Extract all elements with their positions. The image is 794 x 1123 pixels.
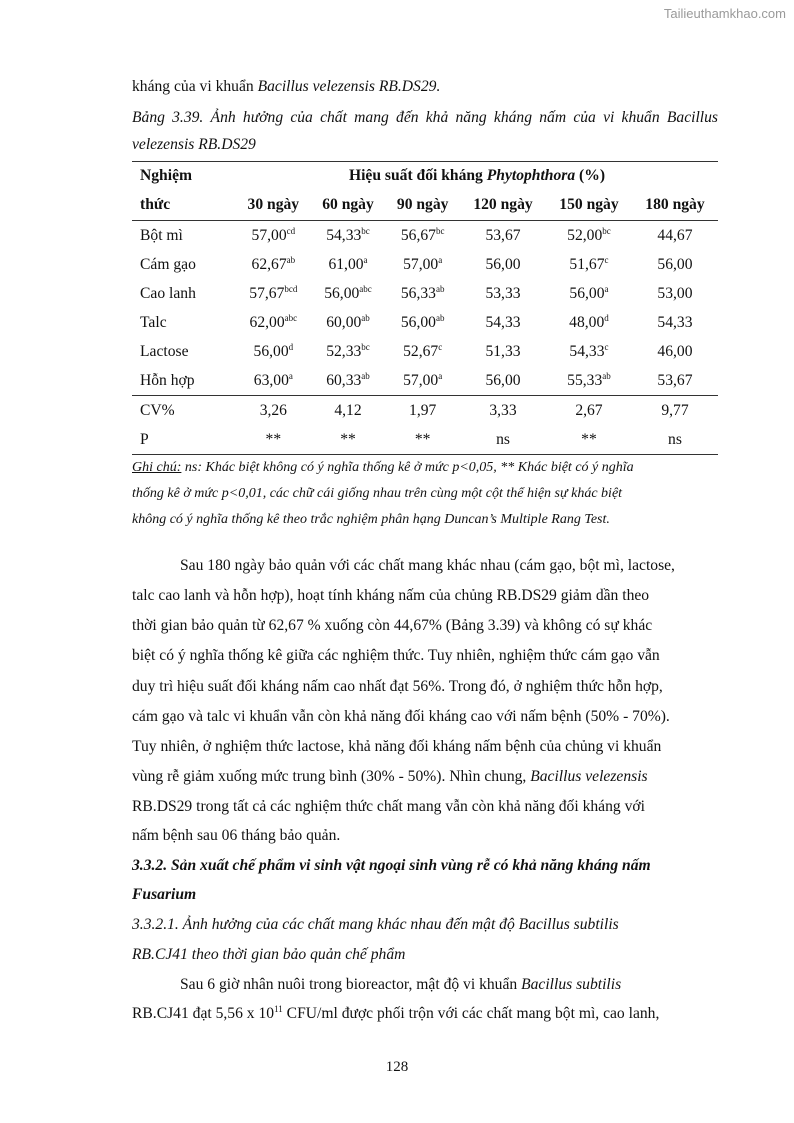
cell-value: 61,00 — [328, 255, 364, 273]
cell-significance: bc — [435, 225, 445, 236]
p-row — [132, 425, 718, 455]
para2-line-1 — [180, 975, 718, 995]
cell-value: 60,00 — [326, 313, 362, 331]
section-heading-332-line-1: 3.3.2. Sản xuất chế phẩm vi sinh vật ngoại sinh vùng rễ có khả năng kháng nấm — [132, 857, 651, 874]
header-day: 90 ngày — [385, 189, 460, 221]
intro-line — [132, 77, 718, 97]
cell-significance: a — [438, 254, 443, 265]
table-cell — [632, 308, 718, 337]
cell-significance: a — [288, 370, 293, 381]
treatment-name: Talc — [140, 313, 167, 331]
table-cell — [546, 250, 632, 279]
cell-value: 57,00 — [403, 371, 439, 389]
p-value: ** — [236, 425, 311, 455]
table-cell — [385, 279, 460, 308]
p-value: ns — [632, 425, 718, 455]
para1-line-6: cám gạo và talc vi khuẩn vẫn còn khả năng đối kháng cao với nấm bệnh (50% - 70%). — [132, 708, 670, 725]
p-label: P — [132, 425, 236, 455]
table-cell — [632, 337, 718, 366]
cell-value: 57,67 — [249, 284, 285, 302]
cell-value: 62,00 — [249, 313, 285, 331]
para1-line-8 — [132, 767, 718, 787]
header-group-suffix: (%) — [575, 166, 606, 184]
para1-line-4: biệt có ý nghĩa thống kê giữa các nghiệm thức. Tuy nhiên, nghiệm thức cám gạo vẫn — [132, 647, 660, 664]
para1-line-10: nấm bệnh sau 06 tháng bảo quản. — [132, 827, 341, 844]
table-cell — [311, 337, 386, 366]
table-cell — [632, 250, 718, 279]
cell-value: 53,67 — [657, 371, 693, 389]
cv-label: CV% — [132, 396, 236, 426]
p-value: ns — [460, 425, 546, 455]
cell-value: 57,00 — [403, 255, 439, 273]
table-body — [132, 221, 718, 396]
header-day: 180 ngày — [632, 189, 718, 221]
table-cell — [311, 308, 386, 337]
cell-value: 52,67 — [403, 342, 439, 360]
cell-value: 62,67 — [251, 255, 287, 273]
section-heading-3321-line-1: 3.3.2.1. Ảnh hưởng của các chất mang khác nhau đến mật độ Bacillus subtilis — [132, 916, 619, 933]
table-cell — [385, 308, 460, 337]
treatment-name: Lactose — [140, 342, 189, 360]
cell-significance: bcd — [284, 283, 298, 294]
para2-l2-suffix: CFU/ml được phối trộn với các chất mang bột mì, cao lanh, — [282, 1005, 660, 1022]
intro-species: Bacillus velezensis RB.DS29. — [257, 78, 441, 95]
table-cell — [632, 279, 718, 308]
section-heading-3321-line-2: RB.CJ41 theo thời gian bảo quản chế phẩm — [132, 946, 406, 963]
para1-line-1: Sau 180 ngày bảo quản với các chất mang khác nhau (cám gạo, bột mì, lactose, — [180, 557, 675, 574]
cell-value: 48,00 — [569, 313, 605, 331]
table-cell — [460, 337, 546, 366]
table-row — [132, 250, 718, 279]
table-note-line-3: không có ý nghĩa thống kê theo trắc nghiệm phân hạng Duncan’s Multiple Rang Test. — [132, 512, 610, 527]
table-cell — [460, 308, 546, 337]
cell-value: 56,00 — [657, 255, 693, 273]
para1-line-3: thời gian bảo quản từ 62,67 % xuống còn 44,67% (Bảng 3.39) và không có sự khác — [132, 617, 653, 634]
cell-significance: ab — [435, 312, 445, 323]
note-text-1: ns: Khác biệt không có ý nghĩa thống kê ở mức p<0,05, ** Khác biệt có ý nghĩa — [181, 460, 634, 475]
watermark: Tailieuthamkhao.com — [663, 6, 786, 21]
cell-value: 53,67 — [485, 226, 521, 244]
para1-l8-species: Bacillus velezensis — [530, 768, 648, 785]
table-cell — [460, 366, 546, 396]
table-cell — [236, 337, 311, 366]
cell-value: 54,33 — [326, 226, 362, 244]
cv-value: 3,33 — [460, 396, 546, 426]
header-treatment: Nghiệm — [132, 162, 236, 190]
table-header-row-1 — [132, 162, 718, 190]
cell-significance: d — [288, 341, 294, 352]
para1-line-5: duy trì hiệu suất đối kháng nấm cao nhất đạt 56%. Trong đó, ở nghiệm thức hỗn hợp, — [132, 678, 663, 695]
cell-significance: d — [604, 312, 609, 323]
treatment-name: Cám gạo — [140, 255, 196, 273]
table-cell — [385, 366, 460, 396]
cell-significance: ab — [361, 312, 370, 323]
table-row — [132, 366, 718, 396]
para2-l2-exponent: 11 — [274, 1004, 283, 1014]
intro-prefix: kháng của vi khuẩn — [132, 78, 258, 95]
cv-value: 9,77 — [632, 396, 718, 426]
cell-value: 54,33 — [657, 313, 693, 331]
header-group-species: Phytophthora — [486, 166, 576, 184]
cell-significance: cd — [286, 225, 296, 236]
para2-l2-prefix: RB.CJ41 đạt 5,56 x 10 — [132, 1005, 275, 1022]
cell-significance: ab — [435, 283, 445, 294]
header-day: 30 ngày — [236, 189, 311, 221]
cell-value: 54,33 — [569, 342, 605, 360]
p-value: ** — [311, 425, 386, 455]
para1-line-7: Tuy nhiên, ở nghiệm thức lactose, khả năng đối kháng nấm bệnh của chủng vi khuẩn — [132, 738, 662, 755]
cell-value: 52,33 — [326, 342, 362, 360]
table-caption-line-2: velezensis RB.DS29 — [132, 136, 256, 153]
table-cell — [546, 337, 632, 366]
table-cell — [311, 279, 386, 308]
treatment-name: Cao lanh — [140, 284, 196, 302]
cell-value: 55,33 — [567, 371, 603, 389]
cell-significance: a — [604, 283, 609, 294]
cell-value: 60,33 — [326, 371, 362, 389]
table-header-row-2 — [132, 189, 718, 221]
cell-significance: abc — [284, 312, 298, 323]
table-cell — [385, 221, 460, 251]
cell-value: 56,67 — [400, 226, 436, 244]
cell-significance: c — [604, 341, 609, 352]
header-group-prefix: Hiệu suất đối kháng — [348, 166, 487, 184]
cell-value: 56,00 — [485, 371, 521, 389]
para2-l1-species: Bacillus subtilis — [521, 976, 622, 993]
cell-significance: bc — [361, 225, 370, 236]
cv-value: 1,97 — [385, 396, 460, 426]
table-cell — [460, 221, 546, 251]
table-note-line-1 — [132, 458, 718, 478]
cell-value: 56,00 — [485, 255, 521, 273]
table-cell — [546, 279, 632, 308]
section-heading-332-line-2: Fusarium — [132, 886, 197, 903]
table-cell — [460, 250, 546, 279]
cell-value: 56,00 — [569, 284, 605, 302]
para2-l1-prefix: Sau 6 giờ nhân nuôi trong bioreactor, mật độ vi khuẩn — [180, 976, 522, 993]
table-cell — [546, 221, 632, 251]
cv-value: 2,67 — [546, 396, 632, 426]
cell-value: 56,00 — [400, 313, 436, 331]
cell-value: 53,33 — [485, 284, 521, 302]
p-value: ** — [385, 425, 460, 455]
page-number: 128 — [385, 1059, 409, 1075]
table-row — [132, 221, 718, 251]
cell-value: 46,00 — [657, 342, 693, 360]
table-cell — [311, 250, 386, 279]
table-cell — [632, 366, 718, 396]
table-cell — [311, 366, 386, 396]
cell-value: 63,00 — [253, 371, 289, 389]
cell-significance: bc — [361, 341, 370, 352]
table-cell — [460, 279, 546, 308]
cell-value: 52,00 — [567, 226, 603, 244]
table-cell — [632, 221, 718, 251]
cv-value: 4,12 — [311, 396, 386, 426]
para1-l8-prefix: vùng rễ giảm xuống mức trung bình (30% - 50%). Nhìn chung, — [132, 768, 531, 785]
cell-value: 54,33 — [485, 313, 521, 331]
header-day: 150 ngày — [546, 189, 632, 221]
note-label: Ghi chú: — [132, 460, 182, 475]
cell-value: 57,00 — [251, 226, 287, 244]
cell-value: 51,33 — [485, 342, 521, 360]
table-cell — [385, 250, 460, 279]
header-treatment-2: thức — [132, 189, 236, 221]
cell-value: 51,67 — [569, 255, 605, 273]
table-cell — [236, 279, 311, 308]
para1-line-9: RB.DS29 trong tất cả các nghiệm thức chất mang vẫn còn khả năng đối kháng với — [132, 798, 645, 815]
cv-value: 3,26 — [236, 396, 311, 426]
treatment-name: Bột mì — [140, 226, 183, 244]
table-cell — [236, 308, 311, 337]
table-cell — [546, 308, 632, 337]
table-row — [132, 337, 718, 366]
treatment-name: Hỗn hợp — [140, 371, 195, 389]
table-cell — [236, 221, 311, 251]
cell-value: 53,00 — [657, 284, 693, 302]
table-cell — [236, 366, 311, 396]
cell-value: 56,00 — [324, 284, 360, 302]
results-table — [132, 161, 718, 455]
header-day: 120 ngày — [460, 189, 546, 221]
cell-significance: ab — [602, 370, 611, 381]
cell-value: 56,00 — [253, 342, 289, 360]
table-cell — [311, 221, 386, 251]
cell-significance: c — [604, 254, 609, 265]
para2-line-2 — [132, 1004, 718, 1024]
cv-row — [132, 396, 718, 426]
table-cell — [385, 337, 460, 366]
cell-significance: abc — [359, 283, 372, 294]
table-cell — [546, 366, 632, 396]
cell-significance: ab — [361, 370, 370, 381]
header-group — [236, 162, 718, 190]
cell-value: 44,67 — [657, 226, 693, 244]
cell-significance: c — [438, 341, 443, 352]
table-caption-line-1: Bảng 3.39. Ảnh hưởng của chất mang đến khả năng kháng nấm của vi khuẩn Bacillus — [132, 109, 718, 126]
p-value: ** — [546, 425, 632, 455]
table-note-line-2: thống kê ở mức p<0,01, các chữ cái giống nhau trên cùng một cột thể hiện sự khác biệt — [132, 486, 623, 501]
cell-significance: ab — [286, 254, 296, 265]
table-cell — [236, 250, 311, 279]
cell-significance: a — [438, 370, 443, 381]
para1-line-2: talc cao lanh và hỗn hợp), hoạt tính kháng nấm của chủng RB.DS29 giảm dần theo — [132, 587, 650, 604]
table-row — [132, 308, 718, 337]
cell-significance: bc — [602, 225, 611, 236]
table-row — [132, 279, 718, 308]
cell-value: 56,33 — [400, 284, 436, 302]
header-day: 60 ngày — [311, 189, 386, 221]
cell-significance: a — [363, 254, 368, 265]
